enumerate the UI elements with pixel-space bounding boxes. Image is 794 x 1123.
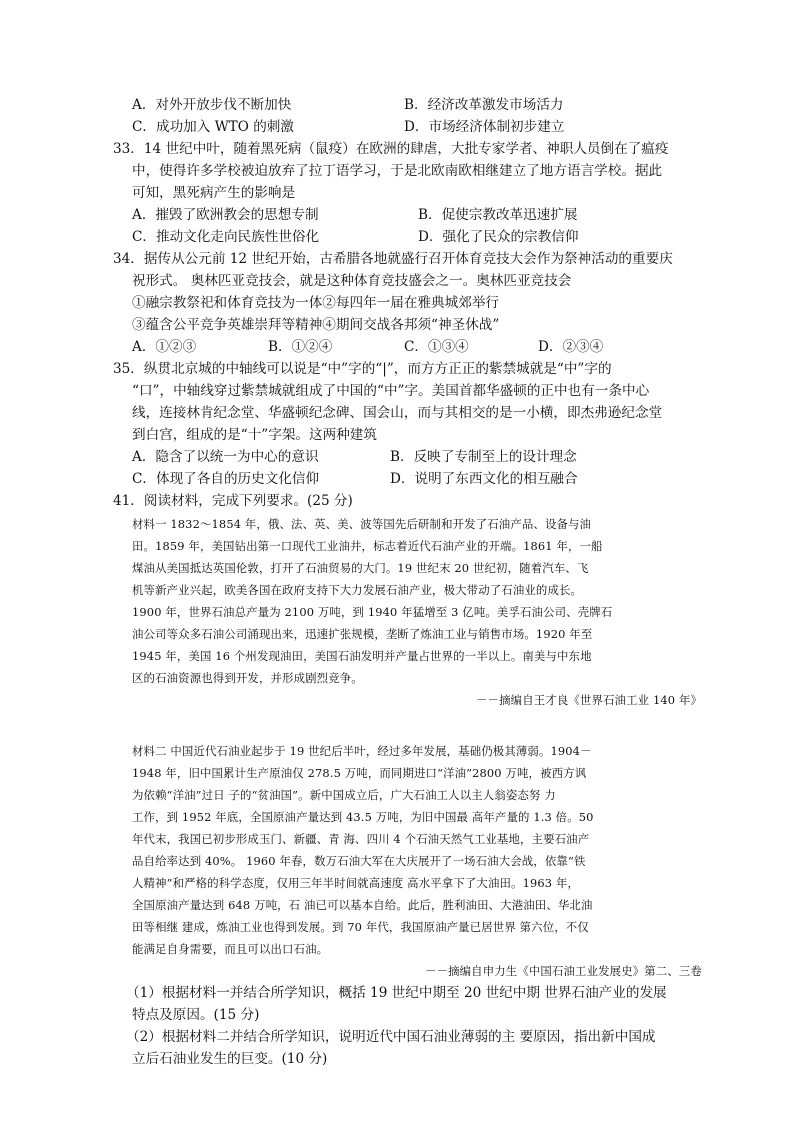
q34-statement-line: ③蕴含公平竞争英雄崇拜等精神④期间交战各邦须“神圣休战” <box>132 317 500 333</box>
material-2-line: 1948 年，旧中国累计生产原油仅 278.5 万吨，而同期进口“洋油”2800 万吨，被西方讽 <box>132 766 587 780</box>
material-2-line: 品自给率达到 40%。 1960 年春，数万石油大军在大庆展开了一场石油大会战，依靠“铁 <box>132 854 586 868</box>
material-1-line: 田。1859 年，美国钻出第一口现代工业油井，标志着近代石油产业的开端。1861 年，一船 <box>132 539 603 553</box>
q33-stem-line: 33．14 世纪中叶，随着黑死病（鼠疫）在欧洲的肆虐，大批专家学者、神职人员倒在了瘟疫 <box>113 141 669 157</box>
material-2-line: 工作，到 1952 年底，全国原油产量达到 43.5 万吨，为旧中国最 高年产量的 1.3 倍。50 <box>132 810 594 824</box>
requirement-1-line: 特点及原因。(15 分) <box>132 1007 260 1023</box>
q41-title: 41．阅读材料，完成下列要求。(25 分) <box>113 493 353 509</box>
q34-option-a: A．①②③ <box>132 339 197 355</box>
requirement-1-line: （1）根据材料一并结合所学知识，概括 19 世纪中期至 20 世纪中期 世界石油产业的发展 <box>126 985 667 1001</box>
q35-stem-line: 线，连接林肯纪念堂、华盛顿纪念碑、国会山，而与其相交的是一小横，即杰弗逊纪念堂 <box>132 405 663 421</box>
q34-option-b: B．①②④ <box>268 339 333 355</box>
q34-stem-line: 34．据传从公元前 12 世纪开始，古希腊各地就盛行召开体育竞技大会作为祭神活动的重要庆 <box>113 251 673 267</box>
material-1-line: 机等新产业兴起，欧美各国在政府支持下大力发展石油产业，极大带动了石油业的成长。 <box>132 583 583 597</box>
material-1-line: 材料一 1832～1854 年，俄、法、英、美、波等国先后研制和开发了石油产品、设备与油 <box>132 517 592 531</box>
q33-option-a: A．摧毁了欧洲教会的思想专制 <box>132 207 319 223</box>
q35-option-b: B．反映了专制至上的设计理念 <box>390 449 577 465</box>
q33-stem-line: 可知，黑死病产生的影响是 <box>132 185 296 201</box>
q35-stem-line: 到白宫，组成的是“十”字架。这两种建筑 <box>132 427 377 443</box>
material-2-line: 材料二 中国近代石油业起步于 19 世纪后半叶，经过多年发展，基础仍极其薄弱。1904－ <box>132 744 592 758</box>
q35-option-a: A．隐含了以统一为中心的意识 <box>132 449 319 465</box>
material-2-line: 全国原油产量达到 648 万吨，石 油已可以基本自给。此后，胜利油田、大港油田、华北油 <box>132 898 593 912</box>
q33-stem-line: 中，使得许多学校被迫放弃了拉丁语学习，于是北欧南欧相继建立了地方语言学校。据此 <box>132 163 663 179</box>
material-2-line: 能满足自身需要，而且可以出口石油。 <box>132 942 329 956</box>
material-2-line: 为依赖“洋油”过日 子的“贫油国”。新中国成立后，广大石油工人以主人翁姿态努 力 <box>132 788 556 802</box>
q32-option-d: D．市场经济体制初步建立 <box>404 119 565 135</box>
material-2-line: 人精神”和严格的科学态度，仅用三年半时间就高速度 高水平拿下了大油田。1963 年， <box>132 876 580 890</box>
q35-option-d: D．说明了东西文化的相互融合 <box>390 471 578 487</box>
q34-option-c: C．①③④ <box>404 339 469 355</box>
material-1-line: 煤油从美国抵达英国伦敦，打开了石油贸易的大门。19 世纪末 20 世纪初，随着汽车、飞 <box>132 561 589 575</box>
material-2-line: 田等相继 建成，炼油工业也得到发展。到 70 年代，我国原油产量已居世界 第六位，不仅 <box>132 920 589 934</box>
q34-stem-line: 祝形式。 奥林匹亚竞技会，就是这种体育竞技盛会之一。奥林匹亚竞技会 <box>132 273 572 289</box>
material-1-line: 1900 年，世界石油总产量为 2100 万吨，到 1940 年猛增至 3 亿吨。美孚石油公司、壳牌石 <box>132 605 613 619</box>
q32-option-c: C．成功加入 WTO 的刺激 <box>132 119 294 135</box>
material-1-line: 区的石油资源也得到开发，并形成剧烈竞争。 <box>132 671 363 685</box>
q33-option-d: D．强化了民众的宗教信仰 <box>418 229 579 245</box>
material-2-line: 年代末，我国已初步形成玉门、新疆、青 海、四川 4 个石油天然气工业基地，主要石油产 <box>132 832 590 846</box>
material-1-line: 1945 年，美国 16 个州发现油田，美国石油发明并产量占世界的一半以上。南美与中东地 <box>132 649 592 663</box>
q34-option-d: D．②③④ <box>538 339 604 355</box>
requirement-2-line: （2）根据材料二并结合所学知识，说明近代中国石油业薄弱的主 要原因，指出新中国成 <box>126 1029 656 1045</box>
q35-stem-line: “口”，中轴线穿过紫禁城就组成了中国的“中”字。美国首都华盛顿的正中也有一条中心 <box>132 383 650 399</box>
material-1-source: －－摘编自王才良《世界石油工业 140 年》 <box>476 693 702 707</box>
q35-stem-line: 35．纵贯北京城的中轴线可以说是“中”字的“|”，而方方正正的紫禁城就是“中”字的 <box>113 361 612 377</box>
material-1-line: 油公司等众多石油公司涌现出来，迅速扩张规模，垄断了炼油工业与销售市场。1920 年至 <box>132 627 593 641</box>
q34-statement-line: ①融宗教祭祀和体育竞技为一体②每四年一届在雅典城郊举行 <box>132 295 500 311</box>
q32-option-b: B．经济改革激发市场活力 <box>404 97 564 113</box>
q32-option-a: A．对外开放步伐不断加快 <box>132 97 292 113</box>
q35-option-c: C．体现了各自的历史文化信仰 <box>132 471 320 487</box>
material-2-source: －－摘编自申力生《中国石油工业发展史》第二、三卷 <box>425 964 702 978</box>
requirement-2-line: 立后石油业发生的巨变。(10 分) <box>132 1051 328 1067</box>
q33-option-c: C．推动文化走向民族性世俗化 <box>132 229 320 245</box>
q33-option-b: B．促使宗教改革迅速扩展 <box>418 207 578 223</box>
